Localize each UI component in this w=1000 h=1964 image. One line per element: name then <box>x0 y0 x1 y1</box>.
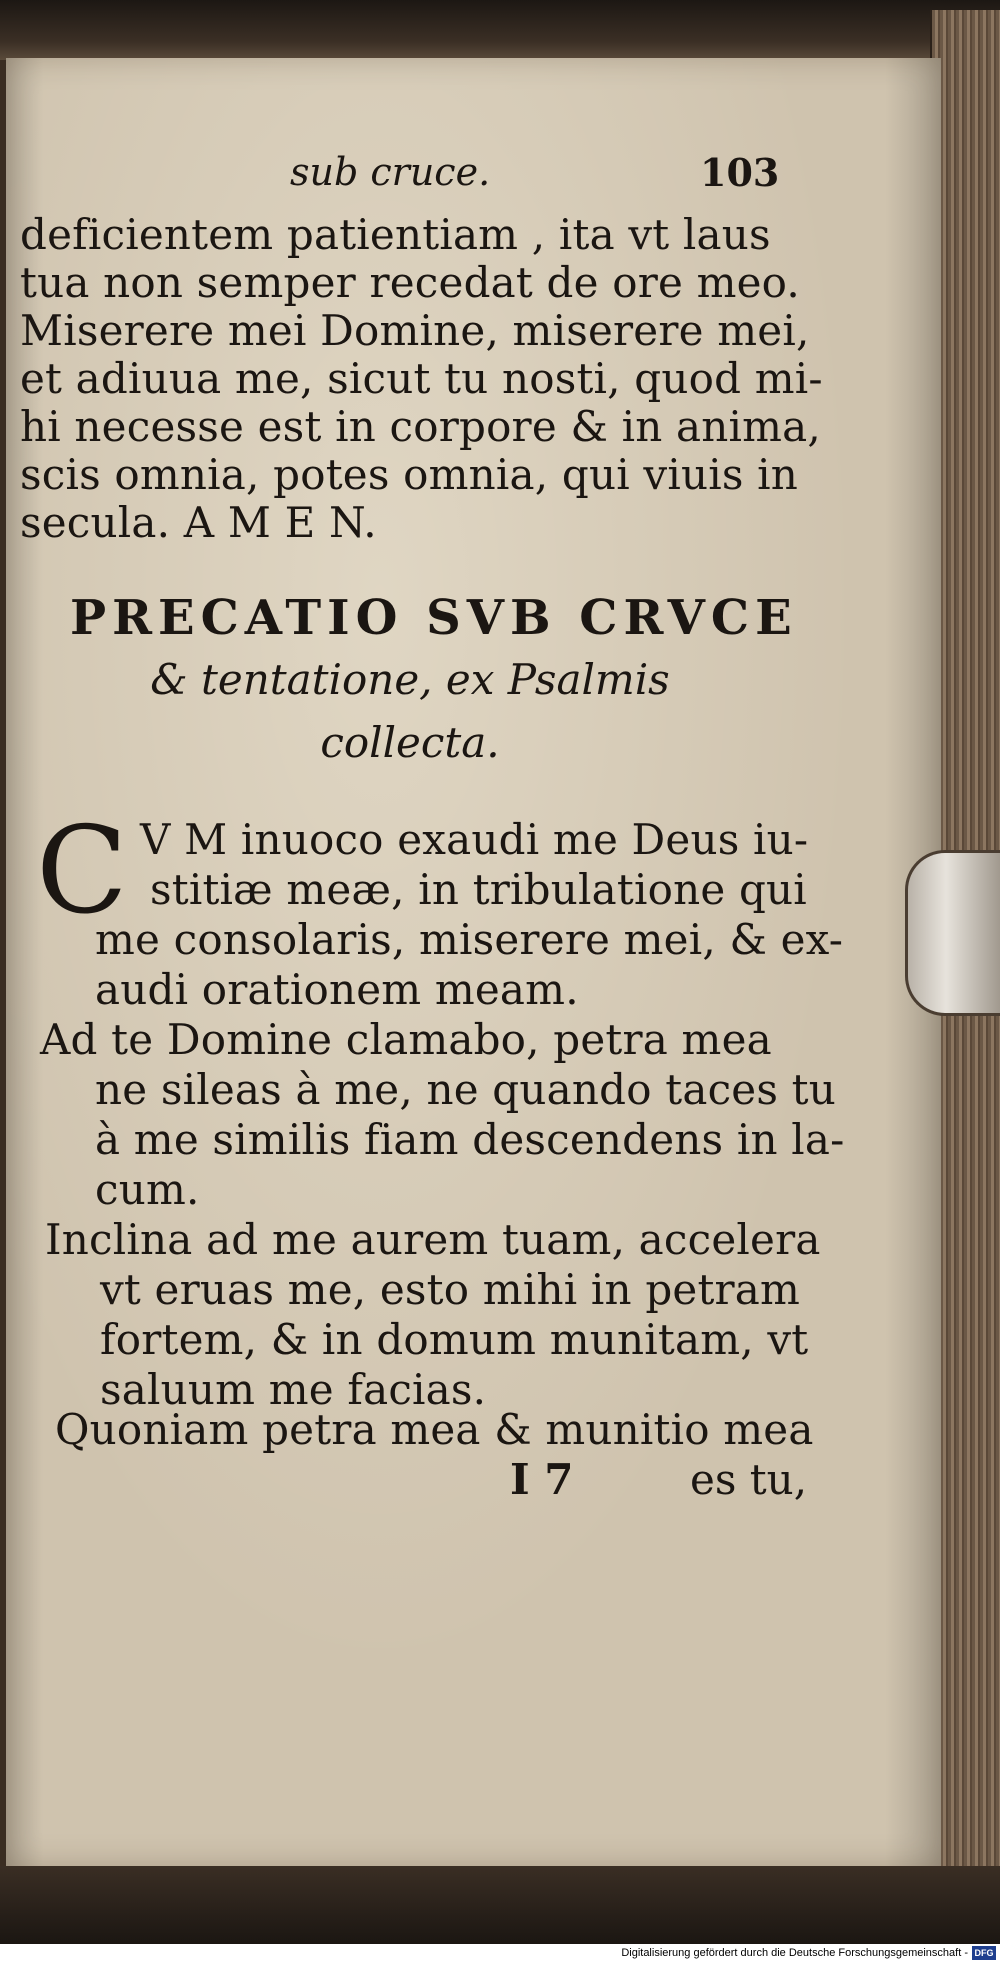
text-line: secula. A M E N. <box>20 498 377 547</box>
text-line: Ad te Domine clamabo, petra mea <box>40 1015 772 1064</box>
section-subtitle-continued: collecta. <box>320 718 500 767</box>
text-line: stitiæ meæ, in tribulatione qui <box>150 865 807 914</box>
text-line: et adiuua me, sicut tu nosti, quod mi- <box>20 354 823 403</box>
text-line: vt eruas me, esto mihi in petram <box>100 1265 801 1314</box>
text-line: à me similis fiam descendens in la- <box>95 1115 845 1164</box>
text-line: audi orationem meam. <box>95 965 579 1014</box>
text-line: deficientem patientiam , ita vt laus <box>20 210 771 259</box>
section-subtitle: & tentatione, ex Psalmis <box>150 655 670 704</box>
page-clip <box>905 850 1000 1016</box>
attribution-text: Digitalisierung gefördert durch die Deutsche Forschungsgemeinschaft - <box>621 1947 968 1959</box>
text-line: fortem, & in domum munitam, vt <box>100 1315 809 1364</box>
text-line: tua non semper recedat de ore meo. <box>20 258 800 307</box>
text-line: ne sileas à me, ne quando taces tu <box>95 1065 836 1114</box>
text-line: Quoniam petra mea & munitio mea <box>55 1405 814 1454</box>
attribution-bar <box>0 1944 1000 1964</box>
catchword: es tu, <box>690 1455 808 1504</box>
running-head: sub cruce. <box>290 150 491 194</box>
text-line: Inclina ad me aurem tuam, accelera <box>45 1215 821 1264</box>
section-title: PRECATIO SVB CRVCE <box>70 590 798 646</box>
dfg-logo: DFG <box>972 1946 996 1960</box>
text-line: Miserere mei Domine, miserere mei, <box>20 306 810 355</box>
text-line: cum. <box>95 1165 200 1214</box>
scan-top-shadow <box>0 0 1000 60</box>
text-line: saluum me facias. <box>100 1365 487 1414</box>
text-line: scis omnia, potes omnia, qui viuis in <box>20 450 799 499</box>
drop-capital: C <box>36 802 128 941</box>
scan-bottom-shadow <box>0 1866 1000 1944</box>
text-line: V M inuoco exaudi me Deus iu- <box>140 815 809 864</box>
page-number: 103 <box>700 150 780 195</box>
text-line: hi necesse est in corpore & in anima, <box>20 402 821 451</box>
text-line: me consolaris, miserere mei, & ex- <box>95 915 844 964</box>
signature-mark: I 7 <box>510 1455 574 1504</box>
